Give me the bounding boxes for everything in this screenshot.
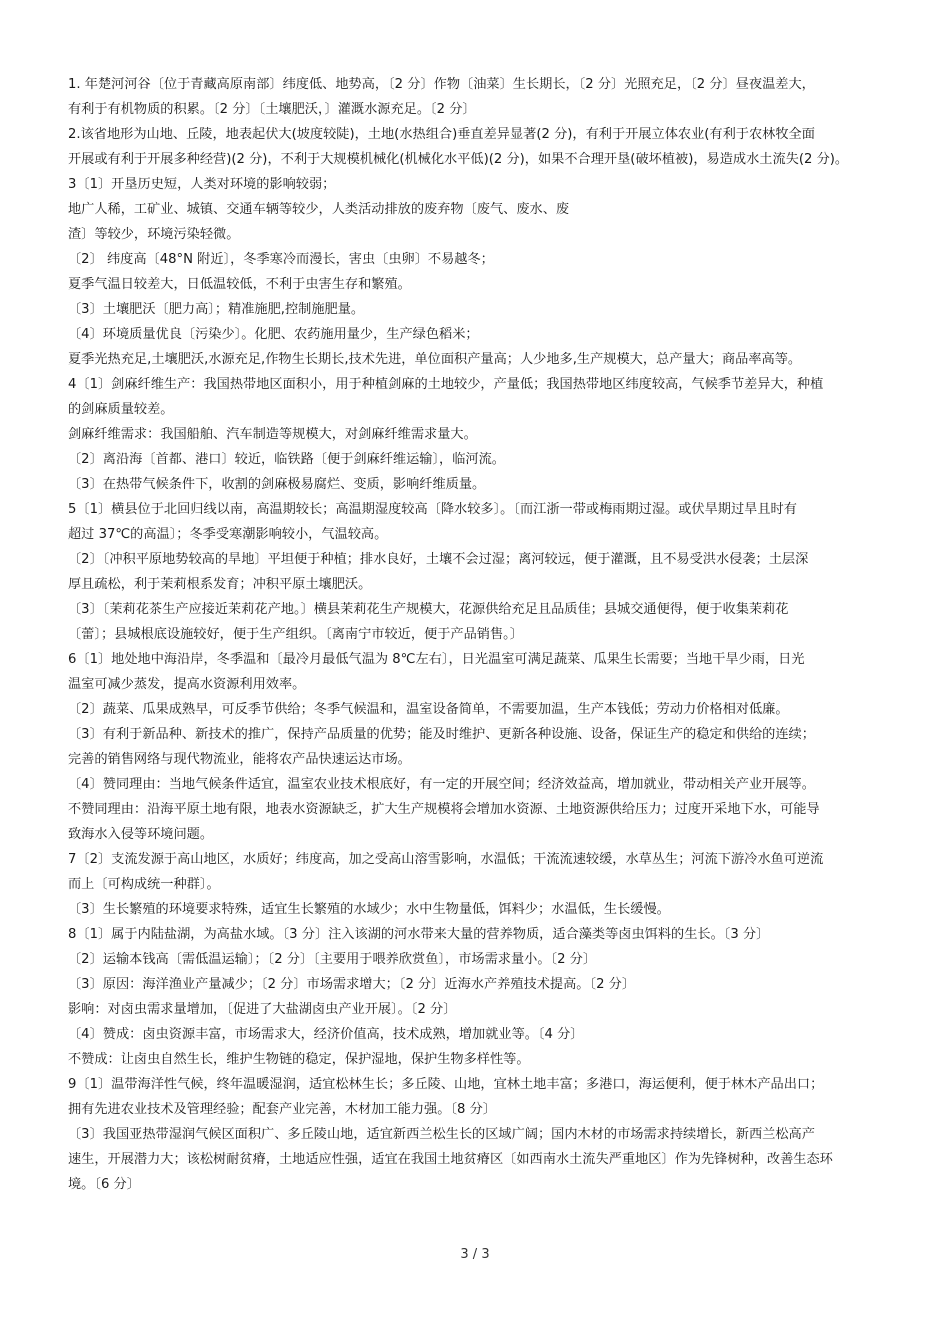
text-line: 〔4〕赞同理由：当地气候条件适宜，温室农业技术根底好，有一定的开展空间；经济效益高，增加就业，带动相关产业开展等。: [68, 777, 815, 792]
text-line: 地广人稀，工矿业、城镇、交通车辆等较少，人类活动排放的废弃物〔废气、废水、废: [68, 202, 570, 217]
text-line: 4〔1〕剑麻纤维生产：我国热带地区面积小，用于种植剑麻的土地较少，产量低；我国热带地区纬度较高，气候季节差异大，种植: [68, 377, 824, 392]
text-line: 速生，开展潜力大；该松树耐贫瘠，土地适应性强，适宜在我国土地贫瘠区〔如西南水土流失严重地区〕作为先锋树种，改善生态环: [68, 1152, 833, 1167]
text-line: 〔3〕生长繁殖的环境要求特殊，适宜生长繁殖的水域少；水中生物量低，饵料少；水温低，生长缓慢。: [68, 902, 670, 917]
text-line: 3〔1〕开垦历史短，人类对环境的影响较弱；: [68, 177, 336, 192]
text-line: 5〔1〕横县位于北回归线以南，高温期较长；高温期湿度较高〔降水较多〕。〔而江浙一带或梅雨期过湿。或伏旱期过旱且时有: [68, 502, 797, 517]
text-line: 夏季光热充足,土壤肥沃,水源充足,作物生长期长,技术先进，单位面积产量高；人少地多,生产规模大，总产量大；商品率高等。: [68, 352, 802, 367]
text-line: 〔3〕有利于新品种、新技术的推广，保持产品质量的优势；能及时维护、更新各种设施、设备，保证生产的稳定和供给的连续；: [68, 727, 815, 742]
text-line: 温室可减少蒸发，提高水资源利用效率。: [68, 677, 306, 692]
text-line: 境。〔6 分〕: [68, 1177, 140, 1192]
text-line: 〔2〕运输本钱高〔需低温运输〕；〔2 分〕〔主要用于喂养欣赏鱼〕，市场需求量小。〔2 分〕: [68, 952, 597, 967]
text-line: 〔3〕〔茉莉花茶生产应接近茉莉花产地。〕横县茉莉花生产规模大，花源供给充足且品质佳；县城交通便得，便于收集茉莉花: [68, 602, 789, 617]
text-line: 1. 年楚河河谷〔位于青藏高原南部〕纬度低、地势高，〔2 分〕作物〔油菜〕生长期长，〔2 分〕光照充足，〔2 分〕昼夜温差大，: [68, 77, 815, 92]
text-line: 〔3〕在热带气候条件下，收割的剑麻极易腐烂、变质，影响纤维质量。: [68, 477, 486, 492]
text-line: 〔4〕环境质量优良〔污染少〕。化肥、农药施用量少，生产绿色稻米；: [68, 327, 479, 342]
text-line: 〔3〕土壤肥沃〔肥力高〕；精准施肥,控制施肥量。: [68, 302, 365, 317]
text-line: 拥有先进农业技术及管理经验；配套产业完善，木材加工能力强。〔8 分〕: [68, 1102, 496, 1117]
answer-text-body: [68, 72, 886, 1197]
text-line: 剑麻纤维需求：我国船舶、汽车制造等规模大，对剑麻纤维需求量大。: [68, 427, 477, 442]
text-line: 超过 37℃的高温〕；冬季受寒潮影响较小，气温较高。: [68, 527, 388, 542]
text-line: 7〔2〕支流发源于高山地区，水质好；纬度高，加之受高山溶雪影响，水温低；干流流速较缓，水草丛生；河流下游冷水鱼可逆流: [68, 852, 824, 867]
text-line: 而上〔可构成统一种群〕。: [68, 877, 220, 892]
text-line: 夏季气温日较差大，日低温较低，不利于虫害生存和繁殖。: [68, 277, 411, 292]
text-line: 厚且疏松，利于茉莉根系发育；冲积平原土壤肥沃。: [68, 577, 372, 592]
text-line: 开展或有利于开展多种经营)(2 分)，不利于大规模机械化(机械化水平低)(2 分)，如果不合理开垦(破坏植被)，易造成水土流失(2 分)。: [68, 152, 849, 167]
text-line: 2.该省地形为山地、丘陵，地表起伏大(坡度较陡)，土地(水热组合)垂直差异显著(2 分)，有利于开展立体农业(有利于农林牧全面: [68, 127, 815, 142]
text-line: 8〔1〕属于内陆盐湖，为高盐水域。〔3 分〕注入该湖的河水带来大量的营养物质，适合藻类等卤虫饵料的生长。〔3 分〕: [68, 927, 770, 942]
text-line: 〔3〕我国亚热带湿润气候区面积广、多丘陵山地，适宜新西兰松生长的区域广阔；国内木材的市场需求持续增长，新西兰松高产: [68, 1127, 815, 1142]
text-line: 致海水入侵等环境问题。: [68, 827, 214, 842]
text-line: 渣〕等较少，环境污染轻微。: [68, 227, 240, 242]
text-line: 的剑麻质量较差。: [68, 402, 174, 417]
text-line: 有利于有机物质的积累。〔2 分〕〔土壤肥沃，〕灌溉水源充足。〔2 分〕: [68, 102, 476, 117]
text-line: 〔2〕蔬菜、瓜果成熟早，可反季节供给；冬季气候温和，温室设备简单，不需要加温，生产本钱低；劳动力价格相对低廉。: [68, 702, 789, 717]
text-line: 〔2〕 纬度高〔48°N 附近〕，冬季寒冷而漫长，害虫〔虫卵〕不易越冬；: [68, 252, 494, 267]
text-line: 完善的销售网络与现代物流业，能将农产品快速运达市场。: [68, 752, 411, 767]
text-line: 9〔1〕温带海洋性气候，终年温暖湿润，适宜松林生长；多丘陵、山地，宜林土地丰富；多港口，海运便利，便于林木产品出口；: [68, 1077, 824, 1092]
text-line: 不赞同理由：沿海平原土地有限，地表水资源缺乏，扩大生产规模将会增加水资源、土地资源供给压力；过度开采地下水，可能导: [68, 802, 820, 817]
text-line: 〔4〕赞成：卤虫资源丰富，市场需求大，经济价值高，技术成熟，增加就业等。〔4 分〕: [68, 1027, 584, 1042]
text-line: 〔3〕原因：海洋渔业产量减少；〔2 分〕市场需求增大；〔2 分〕近海水产养殖技术提高。〔2 分〕: [68, 977, 636, 992]
text-line: 〔2〕离沿海〔首都、港口〕较近，临铁路〔便于剑麻纤维运输〕，临河流。: [68, 452, 505, 467]
text-line: 不赞成：让卤虫自然生长，维护生物链的稳定，保护湿地，保护生物多样性等。: [68, 1052, 530, 1067]
text-line: 〔蕾〕；县城根底设施较好，便于生产组织。〔离南宁市较近，便于产品销售。〕: [68, 627, 523, 642]
page-number: 3 / 3: [460, 1247, 490, 1262]
text-line: 〔2〕〔冲积平原地势较高的旱地〕平坦便于种植；排水良好，土壤不会过湿；离河较远，便于灌溉，且不易受洪水侵袭；土层深: [68, 552, 809, 567]
text-line: 影响：对卤虫需求量增加，〔促进了大盐湖卤虫产业开展〕。〔2 分〕: [68, 1002, 457, 1017]
text-line: 6〔1〕地处地中海沿岸，冬季温和〔最冷月最低气温为 8℃左右〕，日光温室可满足蔬菜、瓜果生长需要；当地干旱少雨，日光: [68, 652, 805, 667]
